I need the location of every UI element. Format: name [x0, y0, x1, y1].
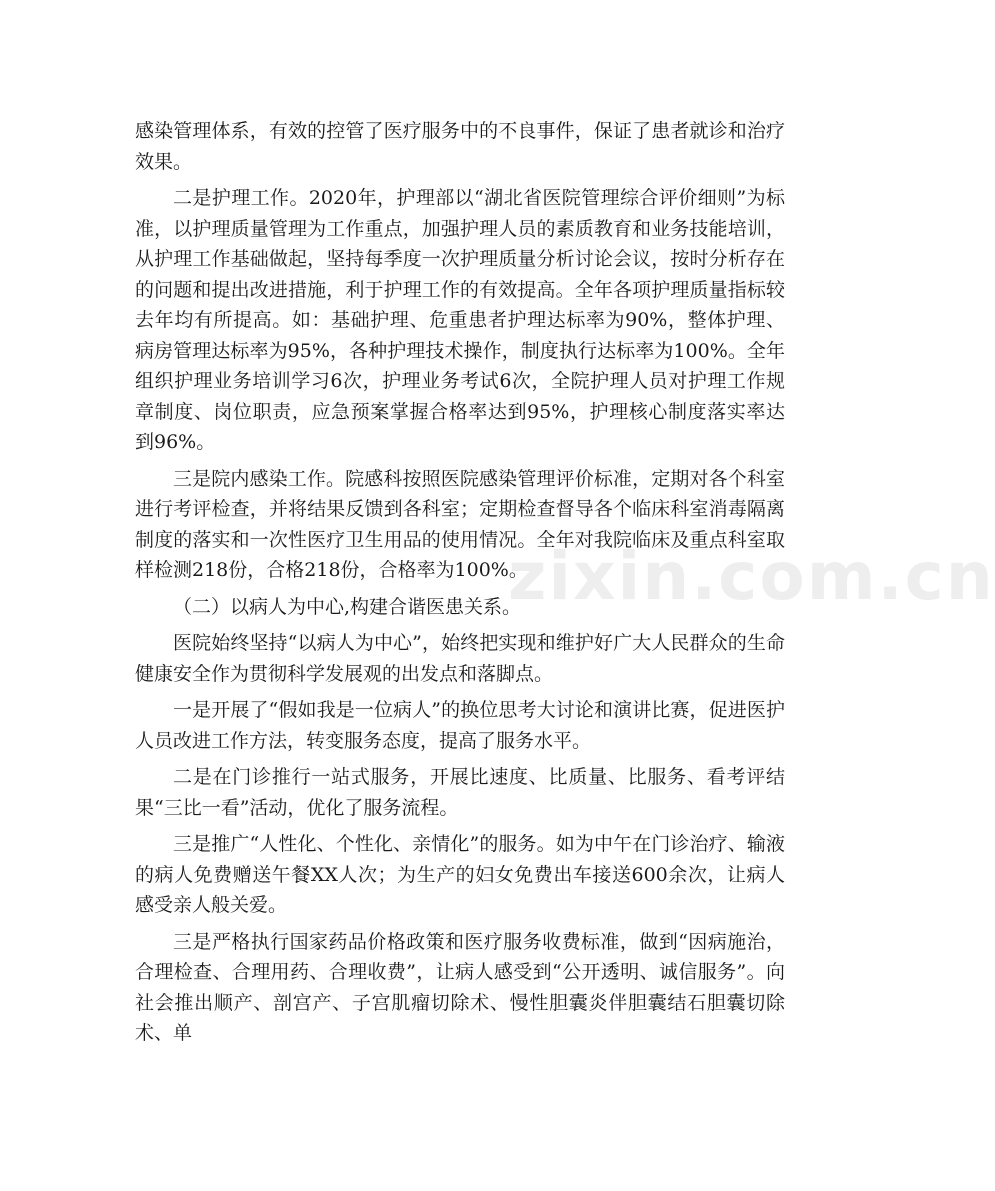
paragraph-nursing-work: 二是护理工作。2020年，护理部以“湖北省医院管理综合评价细则”为标准，以护理质量管理为工作重点，加强护理人员的素质教育和业务技能培训，从护理工作基础做起，坚持每季度一次护理质量分析讨论会议，按时分析存在的问题和提出改进措施，利于护理工作的有效提高。全年各项护理质量指标较去年均有所提高。如：基础护理、危重患者护理达标率为90%，整体护理、病房管理达标率为95%，各种护理技术操作，制度执行达标率为100%。全年组织护理业务培训学习6次，护理业务考试6次，全院护理人员对护理工作规章制度、岗位职责，应急预案掌握合格率达到95%，护理核心制度落实率达到96%。: [135, 187, 785, 453]
paragraph-humanized-service: 三是推广“人性化、个性化、亲情化”的服务。如为中午在门诊治疗、输液的病人免费赠送午餐XX人次；为生产的妇女免费出车接送600余次，让病人感受亲人般关爱。: [135, 833, 785, 916]
watermark: zixin.com.cn: [508, 538, 995, 615]
document-body: [135, 116, 785, 1055]
paragraph-pricing-policy: 三是严格执行国家药品价格政策和医疗服务收费标准，做到“因病施治，合理检查、合理用药、合理收费”，让病人感受到“公开透明、诚信服务”。向社会推出顺产、剖宫产、子宫肌瘤切除术、慢性胆囊炎伴胆囊结石胆囊切除术、单: [135, 930, 785, 1044]
paragraph-role-swap-activity: 一是开展了“假如我是一位病人”的换位思考大讨论和演讲比赛，促进医护人员改进工作方法，转变服务态度，提高了服务水平。: [135, 699, 785, 752]
paragraph-infection-control: 三是院内感染工作。院感科按照医院感染管理评价标准，定期对各个科室进行考评检查，并将结果反馈到各科室；定期检查督导各个临床科室消毒隔离制度的落实和一次性医疗卫生用品的使用情况。全年对我院临床及重点科室取样检测218份，合格218份，合格率为100%。: [135, 467, 785, 581]
paragraph-one-stop-service: 二是在门诊推行一站式服务，开展比速度、比质量、比服务、看考评结果“三比一看”活动，优化了服务流程。: [135, 766, 785, 819]
paragraph-patient-centered-intro: 医院始终坚持“以病人为中心”，始终把实现和维护好广大人民群众的生命健康安全作为贯彻科学发展观的出发点和落脚点。: [135, 632, 785, 685]
section-heading-patient-centered: （二）以病人为中心,构建合谐医患关系。: [173, 595, 522, 618]
paragraph-continuation: 感染管理体系，有效的控管了医疗服务中的不良事件，保证了患者就诊和治疗效果。: [135, 120, 785, 173]
